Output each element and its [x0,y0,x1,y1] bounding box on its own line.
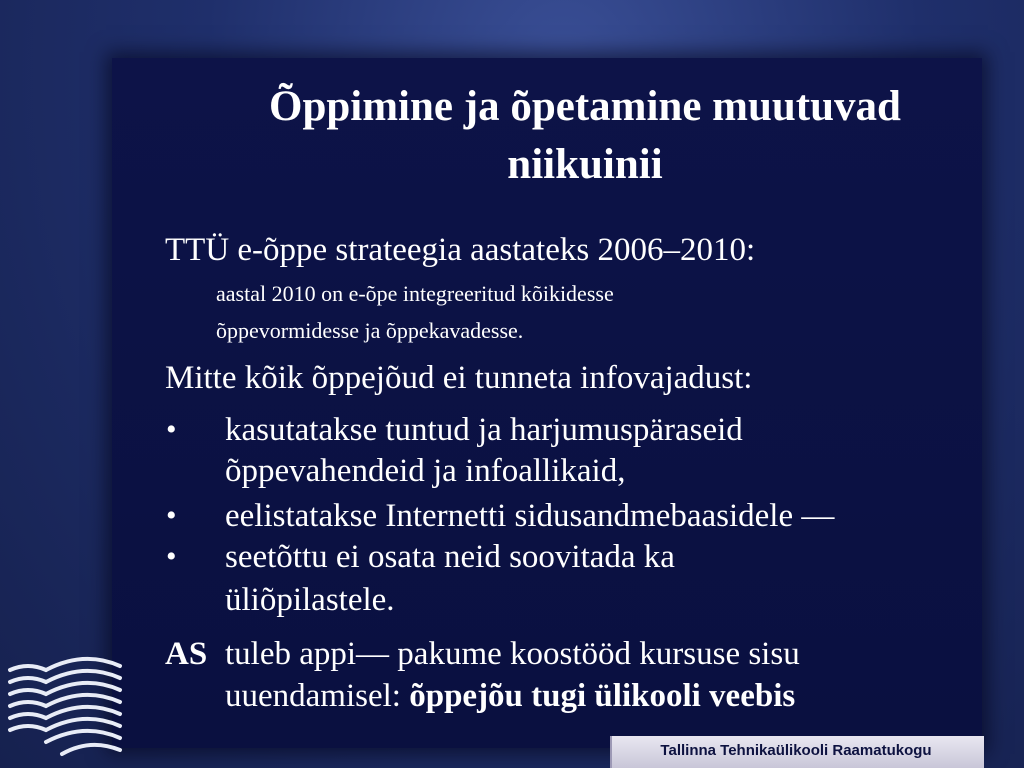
bullet-2-line-1: eelistatakse Internetti sidusandmebaasidele — [225,498,835,534]
strategy-detail-line-2: õppevormidesse ja õppekavadesse. [216,318,524,343]
closing-line-2 [225,676,795,716]
closing-lead: AS [165,636,208,672]
slide-title-line-2: niikuinii [507,141,663,188]
bullet-3-line-1: seetõttu ei osata neid soovitada ka [225,539,675,575]
slide-title [170,78,1000,194]
infoneed-heading: Mitte kõik õppejõud ei tunneta infovajadust: [165,360,753,396]
bullet-marker: • [166,540,177,573]
strategy-heading: TTÜ e-õppe strateegia aastateks 2006–2010: [165,232,756,268]
bullet-1-line-1: kasutatakse tuntud ja harjumuspäraseid [225,412,743,448]
closing-line-1: tuleb appi— pakume koostööd kursuse sisu [225,636,800,672]
bullet-1-line-2: õppevahendeid ja infoallikaid, [225,453,626,489]
footer-organization: Tallinna Tehnikaülikooli Raamatukogu [660,742,932,759]
bullet-3-line-2: üliõpilastele. [225,582,395,618]
bullet-marker: • [166,413,177,446]
closing-line-2-plain: uuendamisel: [225,678,410,714]
bullet-marker: • [166,499,177,532]
closing-link-text: õppejõu tugi ülikooli veebis [409,678,796,714]
strategy-detail-line-1: aastal 2010 on e-õpe integreeritud kõikidesse [216,281,614,306]
stacked-books-logo-icon [0,640,160,768]
slide-title-line-1: Õppimine ja õpetamine muutuvad [269,83,901,130]
